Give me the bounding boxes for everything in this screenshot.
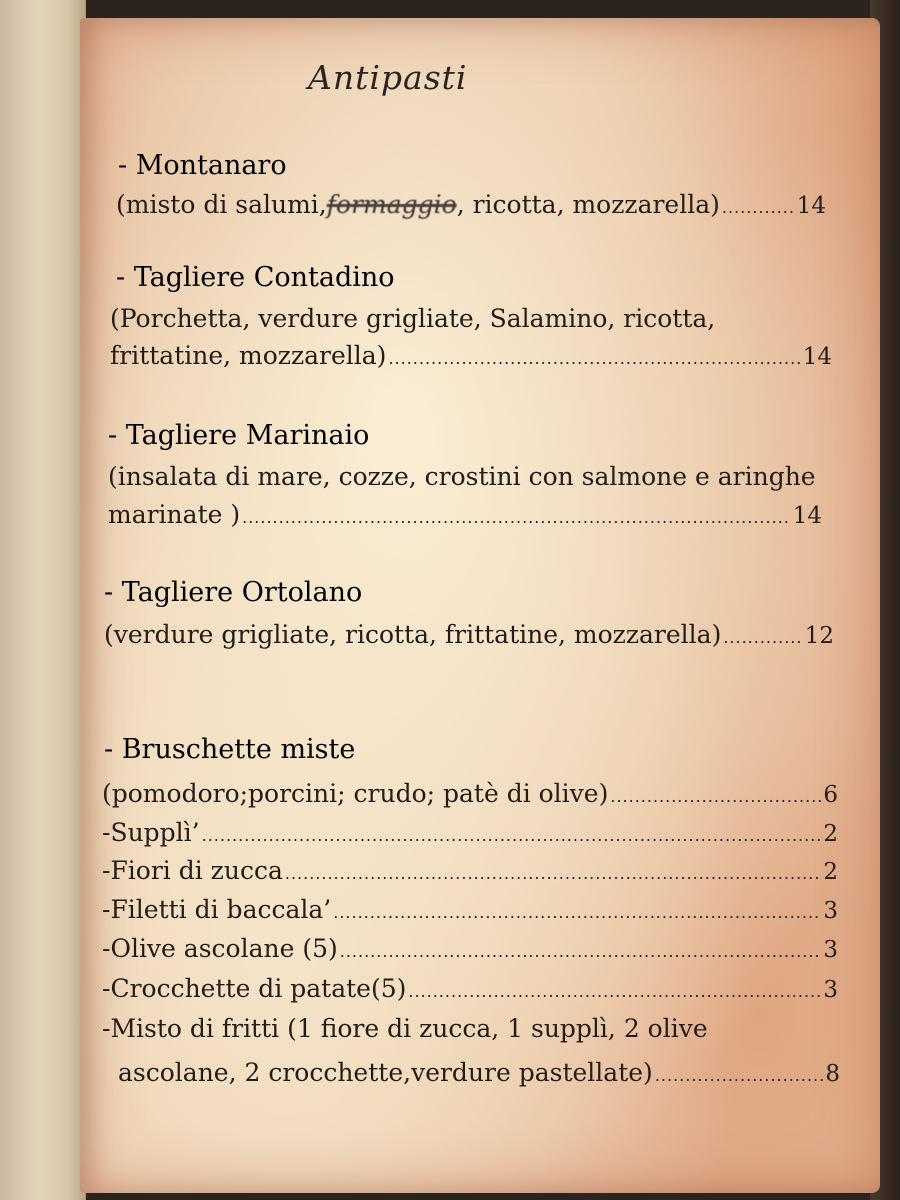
item-name-fiori: -Fiori di zucca (102, 856, 283, 885)
leader-dots (655, 1066, 824, 1085)
item-line-olive (102, 934, 838, 963)
item-line-marinaio (108, 500, 822, 529)
leader-dots (340, 942, 822, 961)
item-desc-marinaio-2: marinate ) (108, 500, 241, 529)
item-desc-text: (insalata di mare, cozze, crostini con salmone e aringhe (108, 462, 816, 491)
item-price-contadino: 14 (802, 344, 832, 370)
item-desc-text: (Porchetta, verdure grigliate, Salamino, ricotta, (110, 304, 716, 333)
item-desc-misto: ascolane, 2 crocchette,verdure pastellate) (118, 1058, 653, 1087)
item-price-olive: 3 (823, 937, 838, 963)
item-line-misto (118, 1058, 840, 1087)
leader-dots (408, 982, 821, 1001)
item-price-ortolano: 12 (804, 623, 834, 649)
left-page-edge (0, 0, 86, 1200)
leader-dots (722, 198, 795, 217)
item-line-fiori (102, 856, 838, 885)
item-desc-contadino-1 (110, 304, 715, 333)
item-desc-montanaro-a: (misto di salumi, (116, 190, 327, 219)
leader-dots (388, 349, 800, 368)
item-misto-line1 (102, 1014, 708, 1043)
leader-dots (242, 508, 791, 527)
leader-dots (723, 628, 802, 647)
item-line-suppli (102, 818, 838, 847)
item-price-misto: 8 (825, 1061, 840, 1087)
item-desc-ortolano: (verdure grigliate, ricotta, frittatine, mozzarella) (104, 620, 722, 649)
item-price-suppli: 2 (823, 821, 838, 847)
item-name-marinaio: - Tagliere Marinaio (108, 420, 370, 451)
item-desc-contadino-2: frittatine, mozzarella) (110, 341, 387, 370)
item-line-montanaro (116, 190, 826, 219)
item-price-bruschette: 6 (823, 782, 838, 808)
page-title: Antipasti (308, 58, 468, 97)
leader-dots (285, 864, 822, 883)
item-line-contadino (110, 341, 832, 370)
item-price-crocchette: 3 (823, 977, 838, 1003)
item-price-fiori: 2 (823, 859, 838, 885)
item-name-contadino: - Tagliere Contadino (116, 262, 395, 293)
item-name-bruschette: - Bruschette miste (104, 734, 356, 765)
item-name-ortolano: - Tagliere Ortolano (104, 577, 363, 608)
item-desc-montanaro-scribbled: formaggio (326, 190, 457, 219)
item-price-filetti: 3 (823, 898, 838, 924)
item-price-montanaro: 14 (796, 193, 826, 219)
item-name-olive: -Olive ascolane (5) (102, 934, 338, 963)
item-price-marinaio: 14 (792, 503, 822, 529)
item-desc-marinaio-1 (108, 462, 816, 491)
item-line-ortolano (104, 620, 834, 649)
item-line-crocchette (102, 974, 838, 1003)
item-name-crocchette: -Crocchette di patate(5) (102, 974, 407, 1003)
leader-dots (610, 787, 821, 806)
item-name-misto: -Misto di fritti (1 fiore di zucca, 1 supplì, 2 olive (102, 1014, 708, 1043)
leader-dots (202, 826, 822, 845)
item-line-bruschette (102, 779, 838, 808)
item-name-suppli: -Supplì’ (102, 818, 200, 847)
item-name-montanaro: - Montanaro (118, 150, 287, 181)
item-desc-montanaro-b: , ricotta, mozzarella) (456, 190, 720, 219)
item-desc-bruschette: (pomodoro;porcini; crudo; patè di olive) (102, 779, 609, 808)
item-line-filetti (102, 895, 838, 924)
leader-dots (333, 903, 821, 922)
item-name-filetti: -Filetti di baccala’ (102, 895, 332, 924)
